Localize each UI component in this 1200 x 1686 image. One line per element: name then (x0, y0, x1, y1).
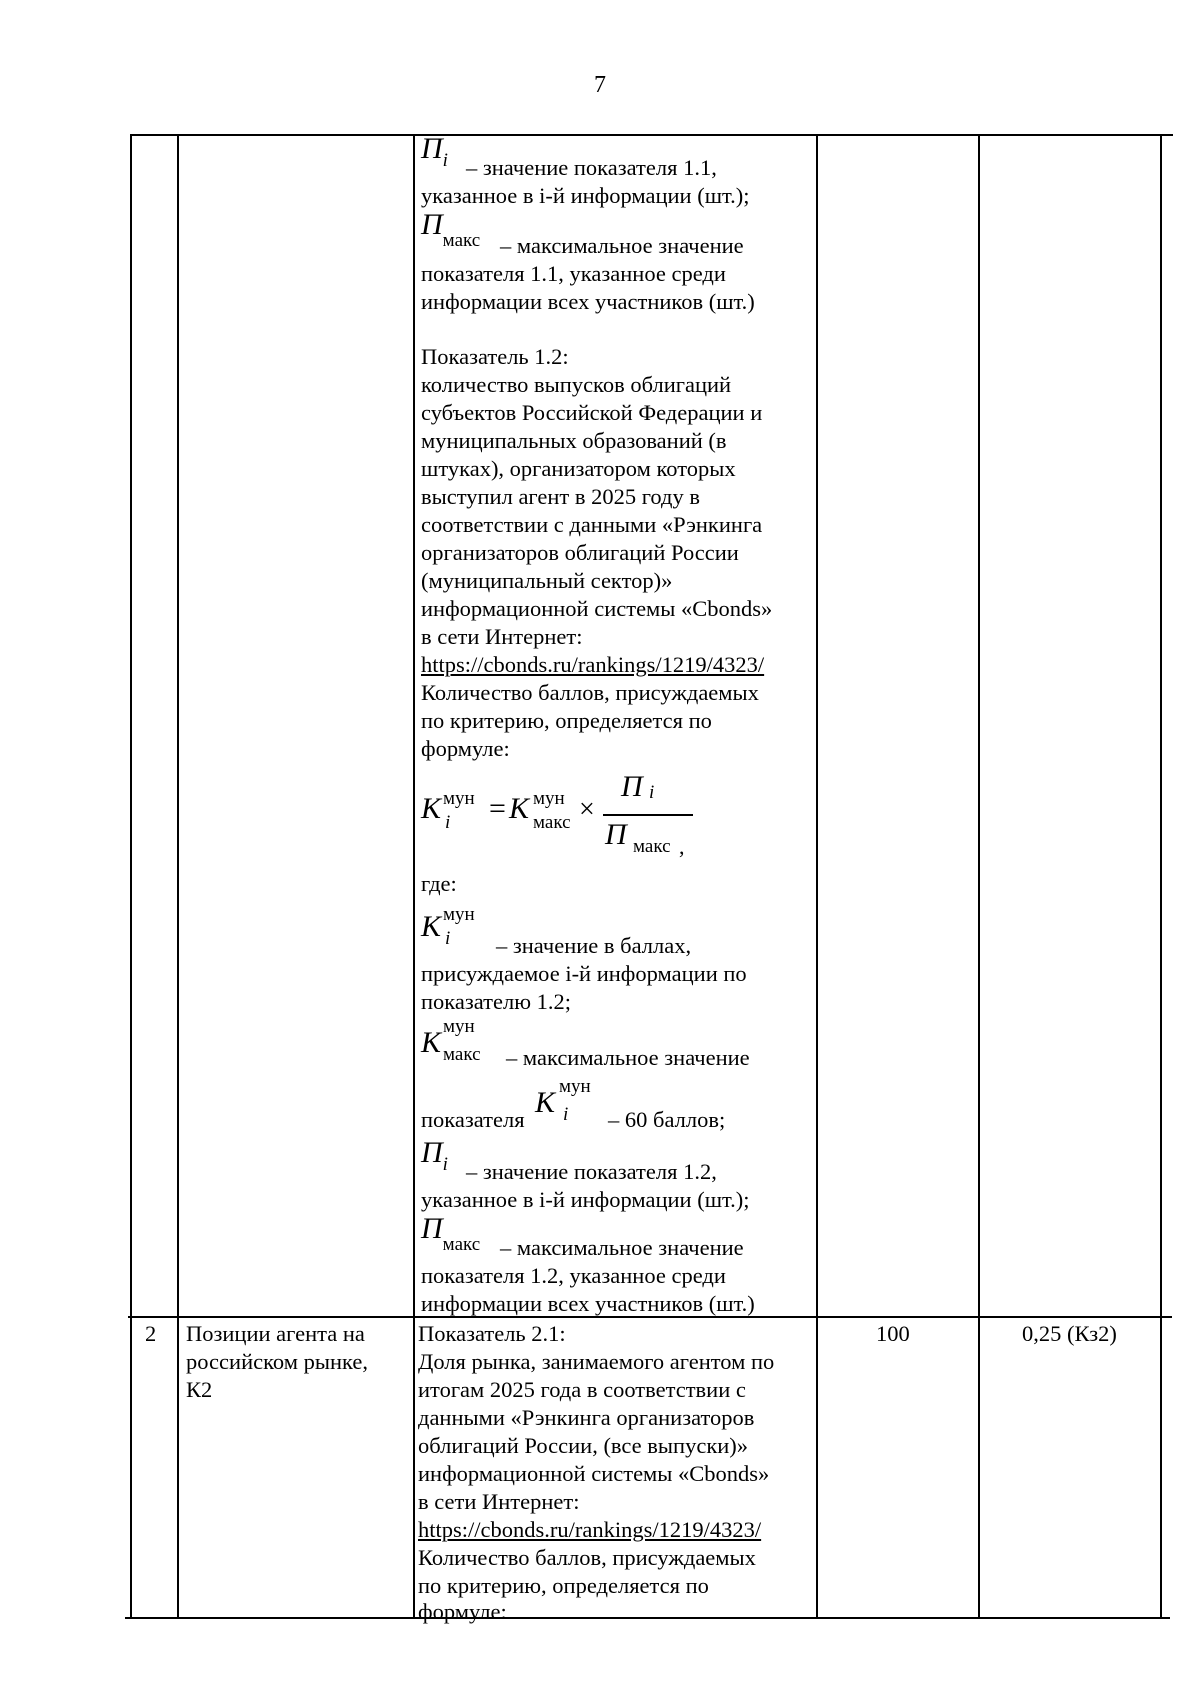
formula-intro-line: Количество баллов, присуждаемых (418, 1545, 756, 1570)
k-i-symbol: K мун i (421, 904, 475, 949)
formula-k: K (509, 792, 530, 825)
formula (421, 770, 721, 860)
p-maks-definition-2: Пмакс (421, 1212, 481, 1255)
formula-maks: макс (533, 812, 571, 833)
k-i-desc-line: присуждаемое i-й информации по (421, 961, 747, 986)
cbonds-link[interactable]: https://cbonds.ru/rankings/1219/4323/ (421, 652, 765, 677)
formula-intro-line: Количество баллов, присуждаемых (421, 680, 759, 705)
col-border-2 (177, 134, 179, 1618)
indicator-line: соответствии с данными «Рэнкинга (421, 512, 763, 537)
indicator-line: (муниципальный сектор)» (421, 568, 673, 593)
row-number: 2 (145, 1321, 157, 1346)
formula-intro-line: формуле: (418, 1599, 507, 1624)
maks-subscript: макс (442, 230, 481, 251)
col-border-6 (1160, 134, 1162, 1618)
col-border-3 (413, 134, 415, 1618)
indicator-line: облигаций России, (все выпуски)» (418, 1433, 749, 1458)
k-i-inline-symbol: K мун i (535, 1076, 591, 1125)
formula-maks: макс (633, 836, 671, 857)
indicator-line: штуках), организатором которых (421, 456, 736, 481)
p-maks-definition (421, 208, 481, 251)
table-top-border (130, 134, 1173, 136)
indicator-line: количество выпусков облигаций (421, 372, 732, 397)
formula-k: K (421, 792, 442, 825)
formula-intro-line: по критерию, определяется по (418, 1573, 709, 1598)
pokazatelya-label: показателя (421, 1107, 525, 1132)
formula-i: i (649, 782, 655, 803)
cbonds-link[interactable]: https://cbonds.ru/rankings/1219/4323/ (418, 1517, 762, 1542)
k-i-desc-line: показателю 1.2; (421, 989, 572, 1014)
indicator-line: данными «Рэнкинга организаторов (418, 1405, 755, 1430)
indicator-title: Показатель 1.2: (421, 344, 569, 369)
fraction-bar (603, 814, 693, 816)
where-label: где: (421, 871, 457, 896)
formula-intro-line: формуле: (421, 736, 510, 761)
indicator-line: в сети Интернет: (418, 1489, 580, 1514)
p-i-definition-2: Пi (421, 1136, 448, 1175)
formula-p: П (621, 770, 643, 803)
indicator-line: в сети Интернет: (421, 624, 583, 649)
p-symbol: П (421, 208, 443, 241)
p-maks-desc-line: информации всех участников (шт.) (421, 289, 755, 314)
col-border-5 (978, 134, 980, 1618)
p-maks-desc-line: информации всех участников (шт.) (421, 1291, 755, 1316)
formula-i: i (445, 812, 451, 833)
criterion-line: российском рынке, (186, 1349, 368, 1374)
p-maks-desc-line: – максимальное значение (500, 233, 744, 258)
page-number: 7 (594, 72, 606, 98)
p-i-desc-line: – значение показателя 1.1, (466, 155, 717, 180)
k-i-desc-line: – значение в баллах, (496, 933, 692, 958)
criterion-line: К2 (186, 1377, 213, 1402)
indicator-line: выступил агент в 2025 году в (421, 484, 700, 509)
col-border-4 (816, 134, 818, 1618)
formula-comma: , (679, 834, 685, 859)
indicator-line: организаторов облигаций России (421, 540, 739, 565)
p-i-definition (421, 132, 448, 171)
formula-mun: мун (533, 788, 565, 809)
max-points: 100 (876, 1321, 910, 1346)
formula-intro-line: по критерию, определяется по (421, 708, 712, 733)
table-bottom-border (125, 1617, 1170, 1619)
indicator-line: информационной системы «Cbonds» (421, 596, 773, 621)
indicator-line: итогам 2025 года в соответствии с (418, 1377, 746, 1402)
p-i-desc-line: указанное в i-й информации (шт.); (421, 183, 750, 208)
p-maks-desc-line: показателя 1.1, указанное среди (421, 261, 726, 286)
formula-times: × (579, 794, 595, 825)
p-maks-desc-line: – максимальное значение (500, 1235, 744, 1260)
criterion-line: Позиции агента на (186, 1321, 365, 1346)
k-maks-desc-line: – максимальное значение (506, 1045, 750, 1070)
col-border-1 (130, 134, 132, 1618)
indicator-line: субъектов Российской Федерации и (421, 400, 763, 425)
p-symbol: П (421, 132, 443, 165)
k-maks-symbol: K мун макс (421, 1016, 481, 1065)
indicator-line: муниципальных образований (в (421, 428, 727, 453)
formula-p: П (605, 818, 627, 851)
p-i-desc-line: указанное в i-й информации (шт.); (421, 1187, 750, 1212)
p-i-desc-line: – значение показателя 1.2, (466, 1159, 717, 1184)
sixty-points: – 60 баллов; (608, 1107, 726, 1132)
indicator-line: Доля рынка, занимаемого агентом по (418, 1349, 775, 1374)
weight-coefficient: 0,25 (Кз2) (1022, 1321, 1117, 1346)
indicator-title: Показатель 2.1: (418, 1321, 566, 1346)
formula-mun: мун (443, 788, 475, 809)
formula-eq: = (489, 792, 506, 825)
indicator-line: информационной системы «Cbonds» (418, 1461, 770, 1486)
i-subscript: i (442, 150, 448, 171)
p-maks-desc-line: показателя 1.2, указанное среди (421, 1263, 726, 1288)
